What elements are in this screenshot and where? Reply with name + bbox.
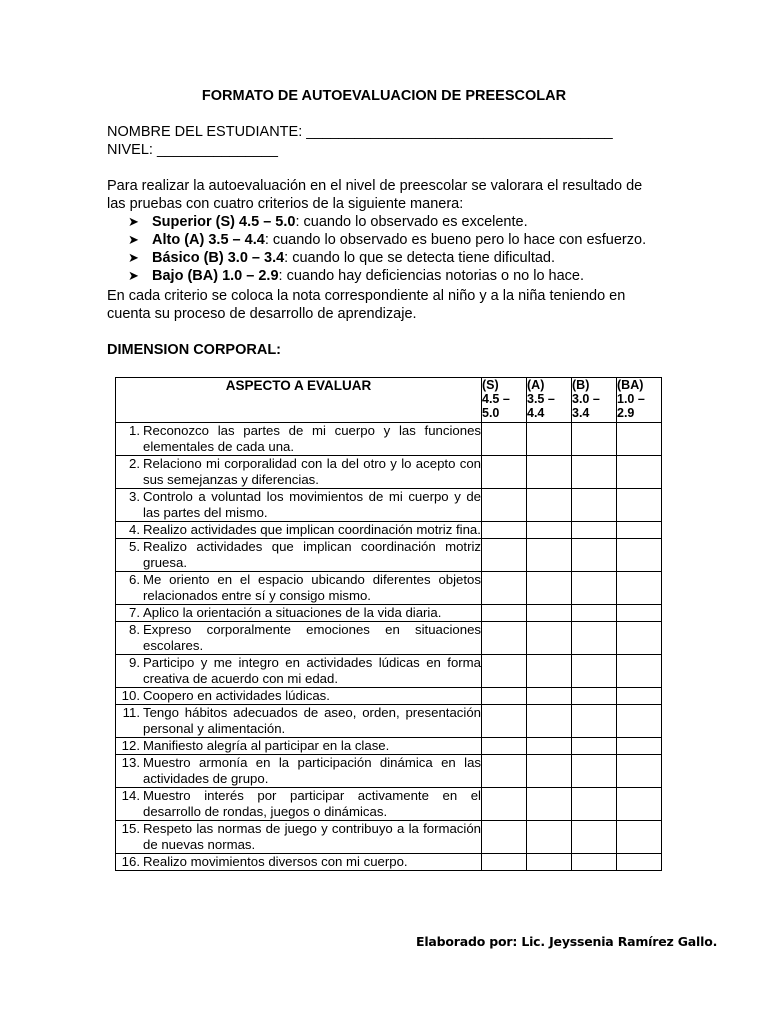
score-cell-b[interactable] [572,854,617,871]
scale-header-a [527,378,572,423]
score-cell-ba[interactable] [617,755,662,788]
scale-range: 3.5 – [527,392,555,406]
score-cell-a[interactable] [527,572,572,605]
dimension-heading: DIMENSION CORPORAL: [107,342,281,358]
aspect-cell [116,572,482,605]
score-cell-s[interactable] [482,688,527,705]
score-cell-a[interactable] [527,705,572,738]
score-cell-b[interactable] [572,423,617,456]
scale-range: 2.9 [617,406,635,420]
item-text: Me oriento en el espacio ubicando diferentes objetos relacionados entre sí y consigo mismo. [143,572,481,603]
score-cell-ba[interactable] [617,489,662,522]
score-cell-a[interactable] [527,854,572,871]
item-text: Realizo actividades que implican coordinación motriz gruesa. [143,539,481,570]
item-text: Expreso corporalmente emociones en situaciones escolares. [143,622,481,653]
table-header-row [116,378,662,423]
score-cell-ba[interactable] [617,705,662,738]
item-text: Manifiesto alegría al participar en la clase. [143,738,390,753]
aspect-header: ASPECTO A EVALUAR [116,378,482,423]
score-cell-s[interactable] [482,489,527,522]
item-number: 8. [129,622,140,637]
item-text: Muestro interés por participar activamente en el desarrollo de rondas, juegos o dinámicas. [143,788,481,819]
outro-paragraph: En cada criterio se coloca la nota correspondiente al niño y a la niña teniendo en cuenta su proceso de desarrollo de aprendizaje. [107,288,626,322]
score-cell-s[interactable] [482,755,527,788]
score-cell-a[interactable] [527,522,572,539]
item-number: 5. [129,539,140,554]
aspect-cell [116,755,482,788]
table-row [116,572,662,605]
arrow-bullet-icon: ➤ [128,214,139,229]
table-row [116,423,662,456]
score-cell-ba[interactable] [617,821,662,854]
scale-range: 4.4 [527,406,545,420]
score-cell-s[interactable] [482,539,527,572]
table-row [116,605,662,622]
score-cell-s[interactable] [482,605,527,622]
scale-header-s [482,378,527,423]
table-row [116,788,662,821]
table-row [116,688,662,705]
item-text: Realizo movimientos diversos con mi cuerpo. [143,854,408,869]
score-cell-b[interactable] [572,655,617,688]
score-cell-b[interactable] [572,522,617,539]
score-cell-s[interactable] [482,522,527,539]
score-cell-a[interactable] [527,688,572,705]
item-number: 16. [121,854,140,869]
score-cell-b[interactable] [572,539,617,572]
score-cell-a[interactable] [527,489,572,522]
score-cell-ba[interactable] [617,539,662,572]
arrow-bullet-icon: ➤ [128,268,139,283]
score-cell-ba[interactable] [617,738,662,755]
score-cell-a[interactable] [527,655,572,688]
item-text: Tengo hábitos adecuados de aseo, orden, presentación personal y alimentación. [143,705,481,736]
aspect-cell [116,788,482,821]
item-number: 6. [129,572,140,587]
score-cell-b[interactable] [572,622,617,655]
scale-header-b [572,378,617,423]
criterion-desc: : cuando lo observado es bueno pero lo hace con esfuerzo. [264,232,647,248]
score-cell-a[interactable] [527,456,572,489]
aspect-cell [116,539,482,572]
scale-range: 1.0 – [617,392,645,406]
item-number: 12. [121,738,140,753]
evaluation-table [115,377,662,871]
score-cell-a[interactable] [527,423,572,456]
item-number: 14. [121,788,140,803]
item-text: Controlo a voluntad los movimientos de mi cuerpo y de las partes del mismo. [143,489,481,520]
score-cell-a[interactable] [527,539,572,572]
scale-code: (A) [527,378,545,392]
criterion-label: Alto (A) 3.5 – 4.4 [152,232,265,248]
score-cell-ba[interactable] [617,456,662,489]
item-number: 1. [129,423,140,438]
item-text: Reconozco las partes de mi cuerpo y las funciones elementales de cada una. [143,423,481,454]
level-field: NIVEL: _______________ [107,142,278,158]
item-text: Aplico la orientación a situaciones de la vida diaria. [143,605,442,620]
document-title: FORMATO DE AUTOEVALUACION DE PREESCOLAR [201,88,567,104]
scale-header-ba [617,378,662,423]
author-footer: Elaborado por: Lic. Jeyssenia Ramírez Gallo. [416,934,718,949]
score-cell-ba[interactable] [617,423,662,456]
scale-range: 4.5 – [482,392,510,406]
item-text: Muestro armonía en la participación dinámica en las actividades de grupo. [143,755,481,786]
score-cell-a[interactable] [527,821,572,854]
score-cell-b[interactable] [572,572,617,605]
score-cell-a[interactable] [527,755,572,788]
item-text: Realizo actividades que implican coordinación motriz fina. [143,522,481,537]
intro-paragraph: Para realizar la autoevaluación en el nivel de preescolar se valorara el resultado de las pruebas con cuatro criterios de la siguiente manera: [107,178,643,212]
score-cell-ba[interactable] [617,655,662,688]
item-text: Relaciono mi corporalidad con la del otro y lo acepto con sus semejanzas y diferencias. [143,456,481,487]
score-cell-s[interactable] [482,738,527,755]
criterion-desc: : cuando lo que se detecta tiene dificultad. [284,250,556,266]
score-cell-ba[interactable] [617,788,662,821]
item-number: 15. [121,821,140,836]
table-row [116,655,662,688]
score-cell-a[interactable] [527,605,572,622]
table-row [116,821,662,854]
score-cell-ba[interactable] [617,622,662,655]
student-name-field: NOMBRE DEL ESTUDIANTE: ______________________________________ [107,124,613,140]
item-number: 2. [129,456,140,471]
item-number: 13. [121,755,140,770]
item-text: Coopero en actividades lúdicas. [143,688,330,703]
score-cell-s[interactable] [482,572,527,605]
item-number: 10. [121,688,140,703]
arrow-bullet-icon: ➤ [128,232,139,247]
scale-code: (B) [572,378,590,392]
score-cell-s[interactable] [482,655,527,688]
item-number: 9. [129,655,140,670]
score-cell-b[interactable] [572,688,617,705]
aspect-cell [116,522,482,539]
table-row [116,705,662,738]
table-row [116,854,662,871]
score-cell-b[interactable] [572,605,617,622]
score-cell-ba[interactable] [617,854,662,871]
score-cell-b[interactable] [572,821,617,854]
score-cell-s[interactable] [482,622,527,655]
criterion-desc: : cuando hay deficiencias notorias o no lo hace. [278,268,585,284]
score-cell-a[interactable] [527,738,572,755]
score-cell-a[interactable] [527,788,572,821]
table-row [116,489,662,522]
item-number: 4. [129,522,140,537]
score-cell-a[interactable] [527,622,572,655]
criterion-basico [128,249,646,267]
scale-range: 3.0 – [572,392,600,406]
scale-range: 5.0 [482,406,500,420]
items-body [116,423,662,871]
aspect-cell [116,688,482,705]
score-cell-ba[interactable] [617,688,662,705]
score-cell-b[interactable] [572,788,617,821]
score-cell-s[interactable] [482,854,527,871]
aspect-cell [116,489,482,522]
score-cell-ba[interactable] [617,572,662,605]
aspect-cell [116,705,482,738]
aspect-cell [116,821,482,854]
aspect-cell [116,423,482,456]
criterion-bajo [128,267,646,285]
score-cell-b[interactable] [572,705,617,738]
aspect-cell [116,456,482,489]
scale-code: (BA) [617,378,644,392]
aspect-cell [116,738,482,755]
table-row [116,738,662,755]
item-text: Respeto las normas de juego y contribuyo a la formación de nuevas normas. [143,821,481,852]
table-row [116,539,662,572]
aspect-cell [116,605,482,622]
score-cell-s[interactable] [482,705,527,738]
score-cell-ba[interactable] [617,605,662,622]
scale-code: (S) [482,378,499,392]
criteria-list [128,213,646,285]
score-cell-b[interactable] [572,755,617,788]
criterion-desc: : cuando lo observado es excelente. [295,214,528,230]
aspect-cell [116,854,482,871]
item-number: 11. [122,705,140,720]
item-number: 3. [129,489,140,504]
score-cell-b[interactable] [572,456,617,489]
arrow-bullet-icon: ➤ [128,250,139,265]
criterion-label: Básico (B) 3.0 – 3.4 [152,250,285,266]
table-row [116,755,662,788]
item-number: 7. [129,605,140,620]
criterion-label: Bajo (BA) 1.0 – 2.9 [152,268,279,284]
score-cell-s[interactable] [482,456,527,489]
score-cell-s[interactable] [482,423,527,456]
criterion-superior [128,213,646,231]
aspect-cell [116,622,482,655]
criterion-label: Superior (S) 4.5 – 5.0 [152,214,296,230]
table-row [116,456,662,489]
score-cell-s[interactable] [482,788,527,821]
aspect-cell [116,655,482,688]
table-row [116,522,662,539]
criterion-alto [128,231,646,249]
score-cell-b[interactable] [572,489,617,522]
score-cell-ba[interactable] [617,522,662,539]
table-row [116,622,662,655]
score-cell-b[interactable] [572,738,617,755]
item-text: Participo y me integro en actividades lúdicas en forma creativa de acuerdo con mi edad. [143,655,481,686]
score-cell-s[interactable] [482,821,527,854]
scale-range: 3.4 [572,406,590,420]
